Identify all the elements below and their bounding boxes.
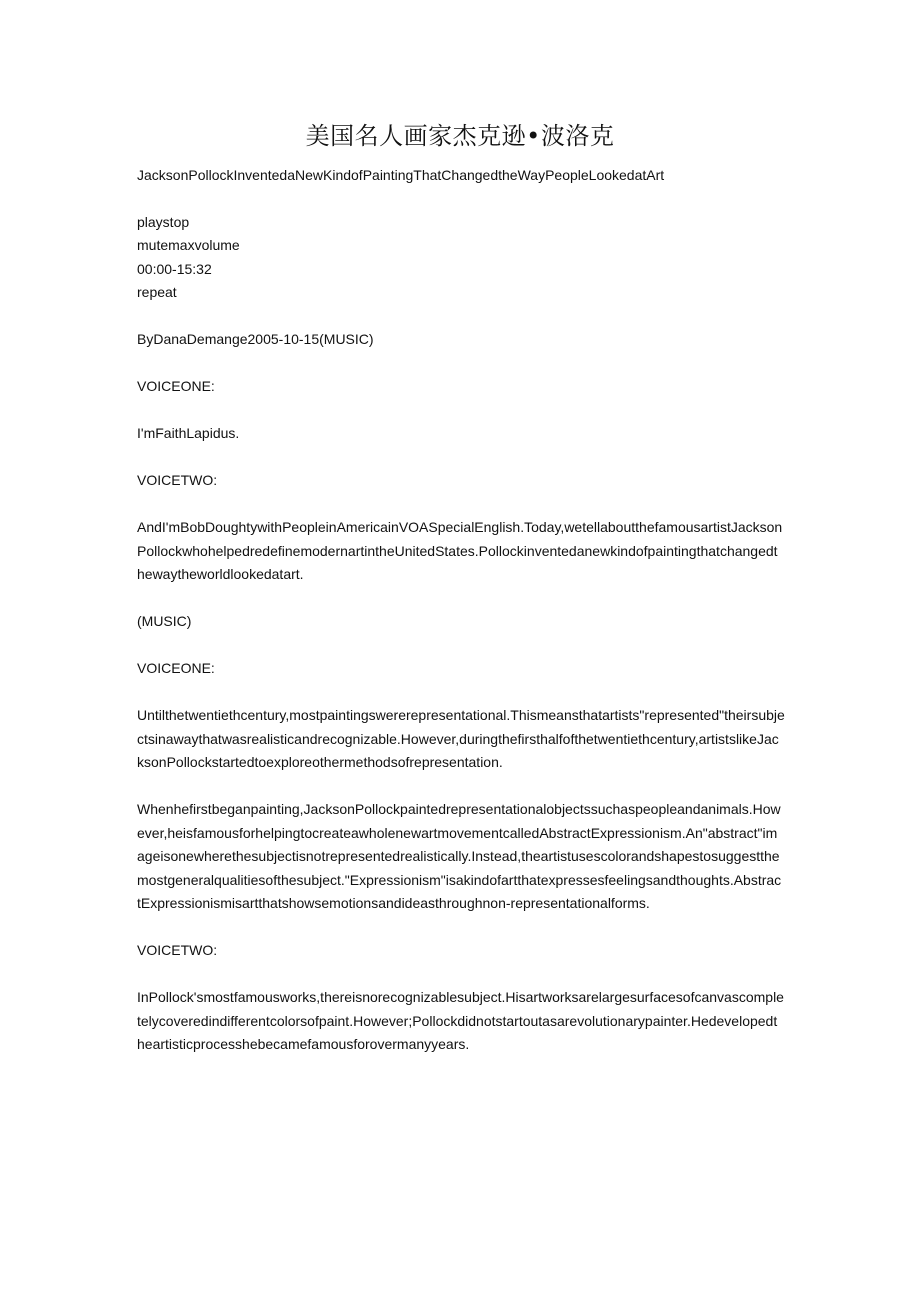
spacer xyxy=(137,188,785,211)
paragraph: Untilthetwentiethcentury,mostpaintingswererepresentational.Thismeansthatartists"represented"theirsubjectsinawaythatwasrealisticandrecognizable.However,duringthefirsthalfofthetwentiethcentury,artistslikeJacksonPollockstartedtoexploreothermethodsofrepresentation. xyxy=(137,707,785,770)
paragraph: AndI'mBobDoughtywithPeopleinAmericainVOASpecialEnglish.Today,wetellaboutthefamousartistJacksonPollockwhohelpedredefinemodernartintheUnitedStates.Pollockinventedanewkindofpaintingthatchangedthewaytheworldlookedatart. xyxy=(137,519,783,582)
spacer xyxy=(137,446,785,470)
speaker-label: VOICETWO: xyxy=(137,472,218,488)
subtitle: JacksonPollockInventedaNewKindofPaintingThatChangedtheWayPeopleLookedatArt xyxy=(137,167,665,183)
music-cue: (MUSIC) xyxy=(137,613,192,629)
speaker-label: VOICEONE: xyxy=(137,660,215,676)
document-body xyxy=(137,164,785,1057)
player-controls-volume: mutemaxvolume xyxy=(137,237,240,253)
paragraph: Whenhefirstbeganpainting,JacksonPollockpaintedrepresentationalobjectssuchaspeopleandanimals.However,heisfamousforhelpingtocreateawholenewartmovementcalledAbstractExpressionism.An"abstract"imageisonewherethesubjectisnotrepresentedrealistically.Instead,theartistusescolorandshapestosuggestthemostgeneralqualitiesofthesubject."Expressionism"isakindofartthatexpressesfeelingsandthoughts.AbstractExpressionismisartthatshowsemotionsandideasthroughnon-representationalforms. xyxy=(137,801,782,911)
speaker-label: VOICEONE: xyxy=(137,378,215,394)
player-repeat: repeat xyxy=(137,284,177,300)
spacer xyxy=(137,352,785,376)
speaker-label: VOICETWO: xyxy=(137,942,218,958)
page-title: 美国名人画家杰克逊•波洛克 xyxy=(305,122,615,150)
spacer xyxy=(137,493,785,517)
spacer xyxy=(137,681,785,705)
spacer xyxy=(137,963,785,987)
paragraph: InPollock'smostfamousworks,thereisnorecognizablesubject.Hisartworksarelargesurfacesofcanvascompletelycoveredindifferentcolorsofpaint.However;Pollockdidnotstartoutasarevolutionarypainter.Hedevelopedtheartisticprocesshebecamefamousforovermanyyears. xyxy=(137,989,784,1052)
player-time: 00:00-15:32 xyxy=(137,260,212,277)
spacer xyxy=(137,587,785,611)
spacer xyxy=(137,399,785,423)
byline: ByDanaDemange2005-10-15(MUSIC) xyxy=(137,331,374,347)
spacer xyxy=(137,916,785,940)
paragraph: I'mFaithLapidus. xyxy=(137,425,240,441)
player-controls-play-stop: playstop xyxy=(137,213,190,230)
spacer xyxy=(137,305,785,329)
spacer xyxy=(137,775,785,799)
spacer xyxy=(137,634,785,658)
